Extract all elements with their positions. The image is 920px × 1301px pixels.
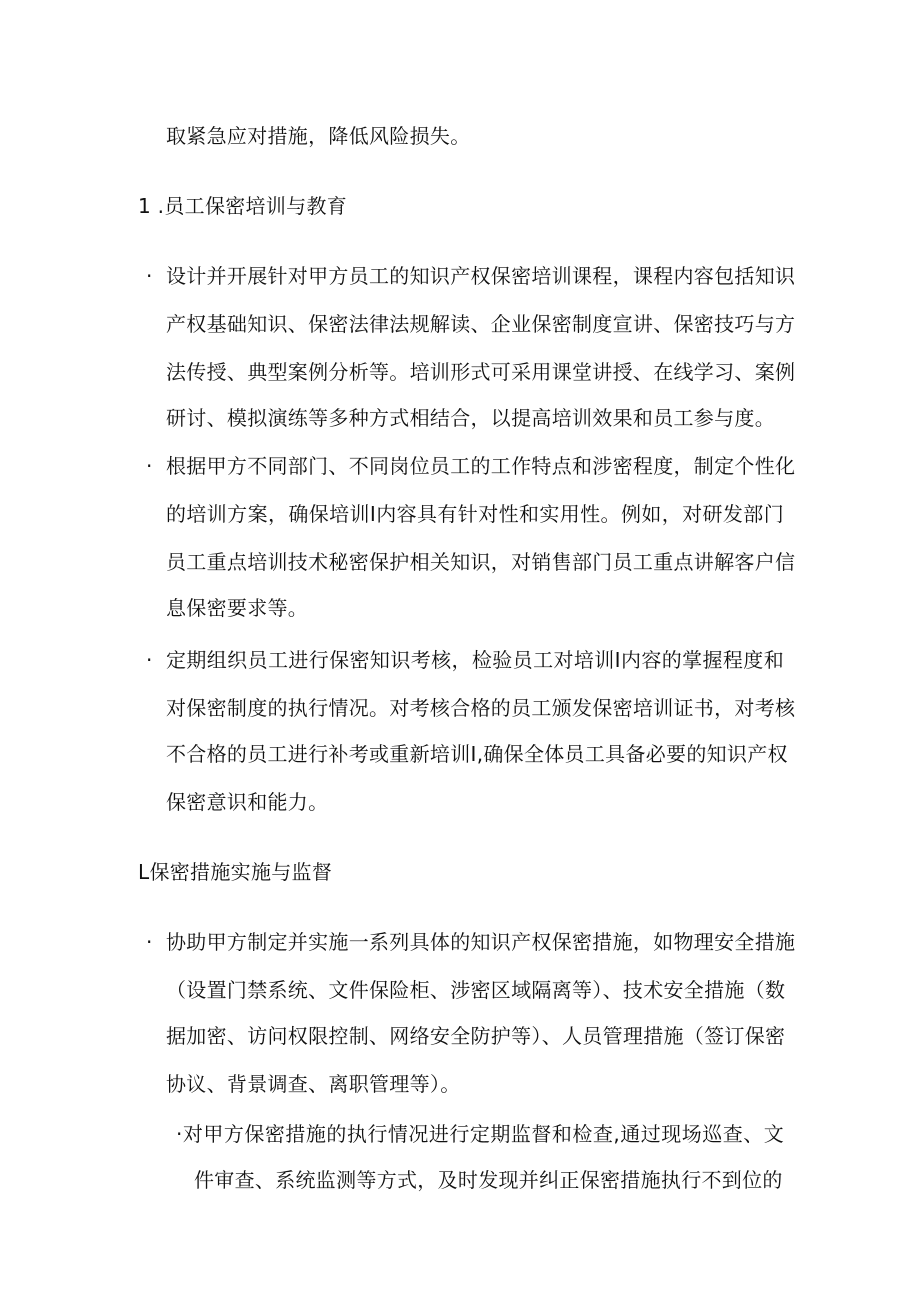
paragraph-line: 员工重点培训技术秘密保护相关知识，对销售部门员工重点讲解客户信 xyxy=(166,550,796,574)
paragraph-line: 根据甲方不同部门、不同岗位员工的工作特点和涉密程度，制定个性化 xyxy=(166,454,796,478)
paragraph-line: 研讨、模拟演练等多种方式相结合，以提高培训效果和员工参与度。 xyxy=(166,406,775,430)
paragraph-line: 息保密要求等。 xyxy=(166,596,309,620)
paragraph-line: 协助甲方制定并实施一系列具体的知识产权保密措施，如物理安全措施 xyxy=(166,930,796,954)
paragraph-line: （设置门禁系统、文件保险柜、涉密区域隔离等）、技术安全措施（数 xyxy=(166,978,786,1002)
paragraph-line: 法传授、典型案例分析等。培训形式可采用课堂讲授、在线学习、案例 xyxy=(166,360,796,384)
paragraph-line: 不合格的员工进行补考或重新培训I,确保全体员工具备必要的知识产权 xyxy=(166,742,788,766)
paragraph-line: ·对甲方保密措施的执行情况进行定期监督和检查,通过现场巡查、文 xyxy=(176,1122,784,1146)
paragraph-line: 对保密制度的执行情况。对考核合格的员工颁发保密培训证书，对考核 xyxy=(166,696,796,720)
paragraph-line: 设计并开展针对甲方员工的知识产权保密培训课程，课程内容包括知识 xyxy=(166,264,796,288)
bullet-marker: · xyxy=(146,648,153,672)
section-heading: 1 .员工保密培训与教育 xyxy=(138,194,348,218)
paragraph-line: 的培训方案，确保培训I内容具有针对性和实用性。例如，对研发部门 xyxy=(166,502,784,526)
section-heading: L保密措施实施与监督 xyxy=(138,860,333,884)
intro-continuation: 取紧急应对措施，降低风险损失。 xyxy=(166,124,471,148)
bullet-marker: · xyxy=(146,930,153,954)
paragraph-line: 产权基础知识、保密法律法规解读、企业保密制度宣讲、保密技巧与方 xyxy=(166,312,796,336)
paragraph-line: 协议、背景调查、离职管理等）。 xyxy=(166,1072,461,1096)
bullet-marker: · xyxy=(146,454,153,478)
paragraph-line: 保密意识和能力。 xyxy=(166,790,329,814)
paragraph-line: 定期组织员工进行保密知识考核，检验员工对培训I内容的掌握程度和 xyxy=(166,648,784,672)
paragraph-line: 据加密、访问权限控制、网络安全防护等）、人员管理措施（签订保密 xyxy=(166,1024,786,1048)
bullet-marker: · xyxy=(146,264,153,288)
paragraph-line: 件审查、系统监测等方式，及时发现并纠正保密措施执行不到位的 xyxy=(194,1168,783,1192)
